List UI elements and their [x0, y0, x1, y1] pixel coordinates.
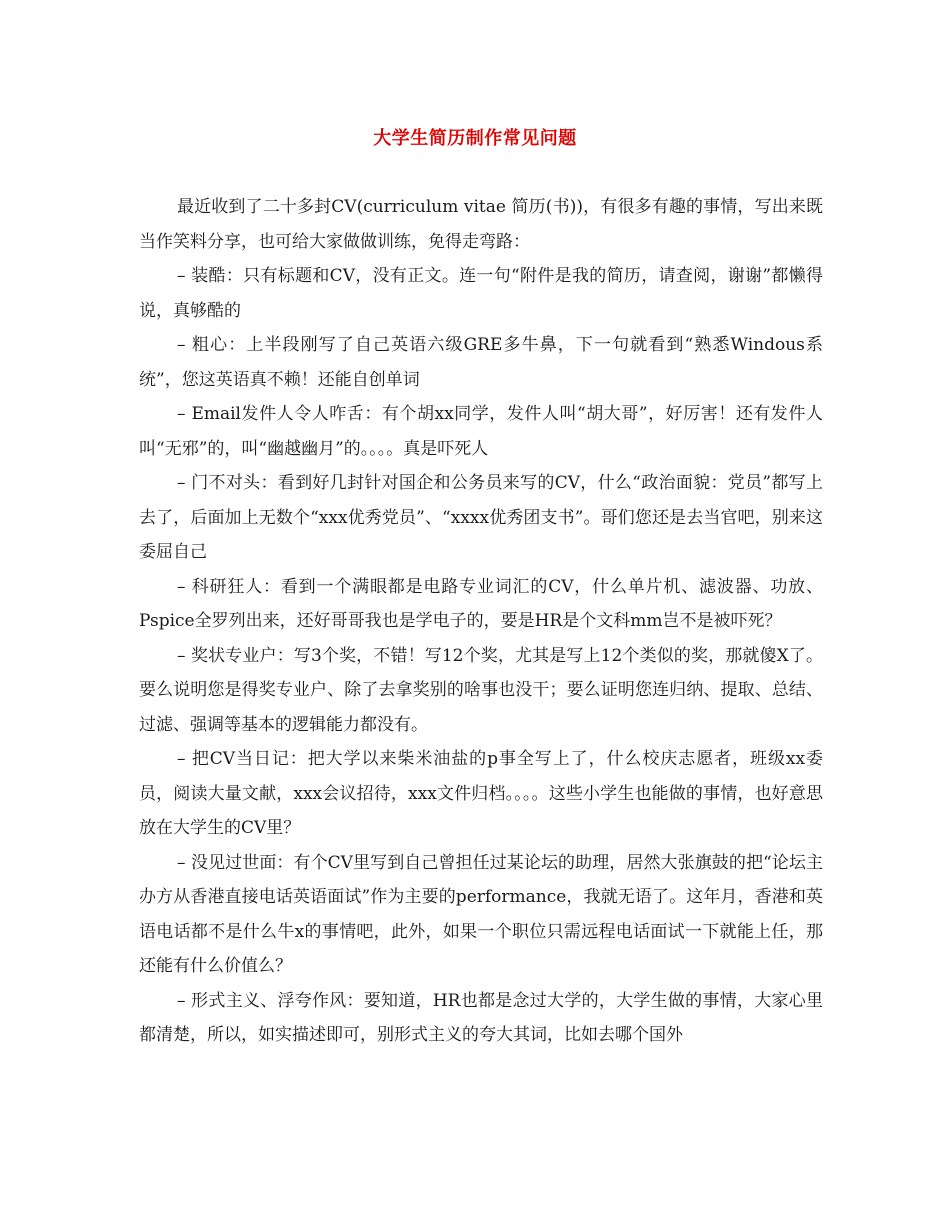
- paragraph-cool: – 装酷：只有标题和CV，没有正文。连一句“附件是我的简历，请查阅，谢谢”都懒得说，真够酷的: [139, 266, 823, 321]
- paragraph-email-sender: – Email发件人令人咋舌：有个胡xx同学，发件人叫“胡大哥”，好厉害！还有发件人叫“无邪”的，叫“幽越幽月”的。。。。真是吓死人: [139, 404, 823, 459]
- document-body: [139, 190, 823, 1053]
- document-title: 大学生简历制作常见问题: [373, 128, 577, 149]
- paragraph-awards: – 奖状专业户：写3个奖，不错！写12个奖，尤其是写上12个类似的奖，那就傻X了。要么说明您是得奖专业户、除了去拿奖别的啥事也没干；要么证明您连归纳、提取、总结、过滤、强调等基本的逻辑能力都没有。: [139, 645, 823, 735]
- paragraph-mismatch: – 门不对头：看到好几封针对国企和公务员来写的CV，什么“政治面貌：党员”都写上去了，后面加上无数个“xxx优秀党员”、“xxxx优秀团支书”。哥们您还是去当官吧，别来这委屈自己: [139, 473, 823, 562]
- paragraph-diary: – 把CV当日记：把大学以来柴米油盐的p事全写上了，什么校庆志愿者，班级xx委员，阅读大量文献，xxx会议招待，xxx文件归档。。。。这些小学生也能做的事情，也好意思放在大学生的CV里？: [139, 749, 823, 838]
- paragraph-inexperienced: – 没见过世面：有个CV里写到自己曾担任过某论坛的助理，居然大张旗鼓的把“论坛主办方从香港直接电话英语面试”作为主要的performance，我就无语了。这年月，香港和英语电话都不是什么牛x的事情吧，此外，如果一个职位只需远程电话面试一下就能上任，那还能有什么价值么？: [139, 852, 823, 976]
- paragraph-careless: – 粗心：上半段刚写了自己英语六级GRE多牛鼻，下一句就看到“熟悉Windous系统”，您这英语真不赖！还能自创单词: [139, 335, 823, 390]
- paragraph-formalism: – 形式主义、浮夸作风：要知道，HR也都是念过大学的，大学生做的事情，大家心里都清楚，所以，如实描述即可，别形式主义的夸大其词，比如去哪个国外: [139, 990, 823, 1045]
- paragraph-research: – 科研狂人：看到一个满眼都是电路专业词汇的CV，什么单片机、滤波器、功放、Pspice全罗列出来，还好哥哥我也是学电子的，要是HR是个文科mm岂不是被吓死？: [139, 576, 823, 631]
- paragraph-intro: 最近收到了二十多封CV(curriculum vitae 简历(书))，有很多有趣的事情，写出来既当作笑料分享，也可给大家做做训练，免得走弯路：: [139, 197, 823, 252]
